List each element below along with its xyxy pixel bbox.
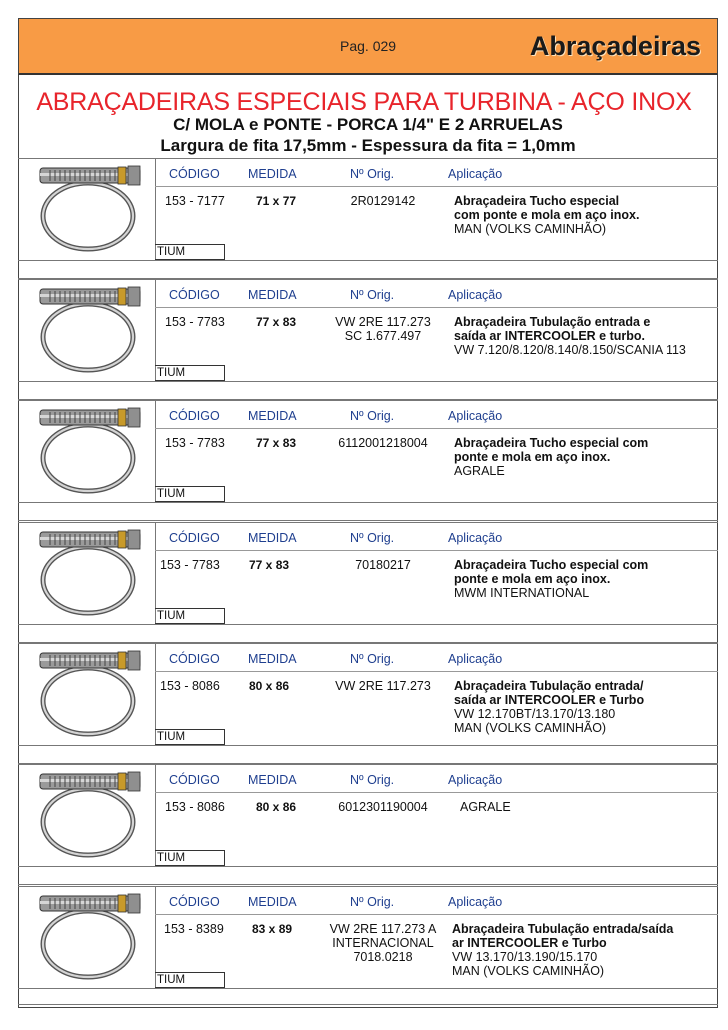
application-line-bold: Abraçadeira Tubulação entrada/ <box>454 679 644 693</box>
application-line-bold: com ponte e mola em aço inox. <box>454 208 640 222</box>
brand-label: TIUM <box>155 365 225 381</box>
application-line: MAN (VOLKS CAMINHÃO) <box>454 222 607 236</box>
original-number-line: INTERNACIONAL <box>332 936 434 950</box>
product-code: 153 - 8389 <box>164 922 224 936</box>
orig-header: Nº Orig. <box>350 409 395 423</box>
turbo-clamp-icon <box>30 528 150 618</box>
product-size: 77 x 83 <box>249 558 290 572</box>
product-size: 80 x 86 <box>249 679 290 693</box>
original-number <box>318 194 448 208</box>
header-divider <box>155 550 718 551</box>
row-divider <box>18 502 718 503</box>
product-code: 153 - 7177 <box>165 194 225 208</box>
original-number <box>318 800 448 814</box>
row-divider <box>18 279 718 280</box>
original-number-line: 6112001218004 <box>338 436 428 450</box>
application-line: AGRALE <box>460 800 511 814</box>
product-size: 80 x 86 <box>256 800 297 814</box>
product-size: 77 x 83 <box>256 315 297 329</box>
turbo-clamp-icon <box>30 892 150 982</box>
application-header: Aplicação <box>448 409 503 423</box>
header-divider <box>155 914 718 915</box>
brand-label: TIUM <box>155 244 225 260</box>
application-header: Aplicação <box>448 531 503 545</box>
product-size: 77 x 83 <box>256 436 297 450</box>
product-row <box>18 279 718 382</box>
brand-label: TIUM <box>155 850 225 866</box>
product-code: 153 - 7783 <box>165 436 225 450</box>
application-line-bold: Abraçadeira Tucho especial com <box>454 558 649 572</box>
row-divider <box>18 400 718 401</box>
turbo-clamp-icon <box>30 285 150 375</box>
orig-header: Nº Orig. <box>350 531 395 545</box>
application-line-bold: Abraçadeira Tucho especial <box>454 194 620 208</box>
row-divider <box>18 158 718 159</box>
application-line-bold: ponte e mola em aço inox. <box>454 572 611 586</box>
application-text <box>454 558 648 600</box>
brand-label: TIUM <box>155 486 225 502</box>
product-code: 153 - 8086 <box>160 679 220 693</box>
application-line-bold: saída ar INTERCOOLER e Turbo <box>454 693 645 707</box>
size-header: MEDIDA <box>248 773 297 787</box>
code-header: CÓDIGO <box>169 895 220 909</box>
size-header: MEDIDA <box>248 652 297 666</box>
product-code: 153 - 7783 <box>160 558 220 572</box>
application-plain <box>454 222 639 236</box>
orig-header: Nº Orig. <box>350 895 395 909</box>
application-line-bold: ar INTERCOOLER e Turbo <box>452 936 607 950</box>
header-divider <box>155 671 718 672</box>
application-bold <box>454 558 648 586</box>
original-number-line: VW 2RE 117.273 A <box>329 922 437 936</box>
row-divider <box>18 520 718 521</box>
product-row <box>18 886 718 989</box>
application-header: Aplicação <box>448 895 503 909</box>
application-plain <box>454 707 644 735</box>
application-bold <box>454 194 639 222</box>
row-divider <box>18 886 718 887</box>
original-number-line: SC 1.677.497 <box>344 329 422 343</box>
size-header: MEDIDA <box>248 409 297 423</box>
turbo-clamp-icon <box>30 164 150 254</box>
subtitle-spec-1: C/ MOLA e PONTE - PORCA 1/4" E 2 ARRUELAS <box>173 115 563 134</box>
subtitle-spec-2: Largura de fita 17,5mm - Espessura da fita = 1,0mm <box>160 136 576 155</box>
orig-header: Nº Orig. <box>350 773 395 787</box>
product-code: 153 - 8086 <box>165 800 225 814</box>
code-header: CÓDIGO <box>169 409 220 423</box>
application-header: Aplicação <box>448 288 503 302</box>
application-bold <box>454 315 686 343</box>
application-text <box>454 679 644 735</box>
row-divider <box>18 884 718 885</box>
orig-header: Nº Orig. <box>350 288 395 302</box>
product-row <box>18 400 718 503</box>
row-divider <box>18 866 718 867</box>
application-bold <box>454 436 648 464</box>
product-row <box>18 158 718 261</box>
row-divider <box>18 260 718 261</box>
row-divider <box>18 988 718 989</box>
header-divider <box>155 428 718 429</box>
main-title: ABRAÇADEIRAS ESPECIAIS PARA TURBINA - AÇO INOX <box>36 88 692 116</box>
catalog-section-title: Abraçadeiras <box>529 31 701 61</box>
orig-header: Nº Orig. <box>350 652 395 666</box>
header-divider <box>155 186 718 187</box>
original-number <box>318 558 448 572</box>
brand-label: TIUM <box>155 972 225 988</box>
original-number-line: VW 2RE 117.273 <box>335 679 431 693</box>
turbo-clamp-icon <box>30 770 150 860</box>
product-row <box>18 643 718 746</box>
application-plain <box>460 800 511 814</box>
code-header: CÓDIGO <box>169 531 220 545</box>
header-divider <box>155 792 718 793</box>
code-header: CÓDIGO <box>169 288 220 302</box>
original-number <box>318 315 448 343</box>
page-header <box>18 18 718 75</box>
application-plain <box>452 950 673 978</box>
row-divider <box>18 522 718 523</box>
page-number: Pag. 029 <box>340 38 397 54</box>
brand-label: TIUM <box>155 608 225 624</box>
original-number-line: 70180217 <box>355 558 411 572</box>
product-row <box>18 764 718 867</box>
application-line-bold: Abraçadeira Tubulação entrada e <box>454 315 651 329</box>
original-number-line: 6012301190004 <box>338 800 428 814</box>
application-header: Aplicação <box>448 167 503 181</box>
application-line: VW 13.170/13.190/15.170 <box>452 950 598 964</box>
original-number <box>318 679 448 693</box>
application-text <box>460 800 511 814</box>
original-number-line: VW 2RE 117.273 <box>335 315 431 329</box>
size-header: MEDIDA <box>248 288 297 302</box>
application-header: Aplicação <box>448 773 503 787</box>
original-number <box>318 436 448 450</box>
application-line: MAN (VOLKS CAMINHÃO) <box>452 964 605 978</box>
row-divider <box>18 624 718 625</box>
application-text <box>454 315 686 357</box>
application-line-bold: ponte e mola em aço inox. <box>454 450 611 464</box>
application-bold <box>452 922 673 950</box>
application-line: VW 7.120/8.120/8.140/8.150/SCANIA 113 <box>454 343 686 357</box>
orig-header: Nº Orig. <box>350 167 395 181</box>
application-header: Aplicação <box>448 652 503 666</box>
row-divider <box>18 381 718 382</box>
application-text <box>454 436 648 478</box>
application-plain <box>454 464 648 478</box>
row-divider <box>18 745 718 746</box>
application-text <box>454 194 639 236</box>
brand-label: TIUM <box>155 729 225 745</box>
application-line-bold: Abraçadeira Tubulação entrada/saída <box>452 922 674 936</box>
code-header: CÓDIGO <box>169 167 220 181</box>
product-row <box>18 522 718 625</box>
size-header: MEDIDA <box>248 895 297 909</box>
application-line-bold: saída ar INTERCOOLER e turbo. <box>454 329 646 343</box>
turbo-clamp-icon <box>30 649 150 739</box>
header-divider <box>155 307 718 308</box>
row-divider <box>18 1004 718 1005</box>
application-bold <box>454 679 644 707</box>
product-size: 71 x 77 <box>256 194 297 208</box>
original-number-line: 7018.0218 <box>353 950 413 964</box>
application-line: VW 12.170BT/13.170/13.180 <box>454 707 616 721</box>
size-header: MEDIDA <box>248 531 297 545</box>
code-header: CÓDIGO <box>169 773 220 787</box>
row-divider <box>18 764 718 765</box>
application-plain <box>454 343 686 357</box>
product-code: 153 - 7783 <box>165 315 225 329</box>
application-plain <box>454 586 648 600</box>
product-size: 83 x 89 <box>252 922 293 936</box>
turbo-clamp-icon <box>30 406 150 496</box>
code-header: CÓDIGO <box>169 652 220 666</box>
application-line: AGRALE <box>454 464 505 478</box>
application-line: MAN (VOLKS CAMINHÃO) <box>454 721 607 735</box>
application-text <box>452 922 673 978</box>
application-line: MWM INTERNATIONAL <box>454 586 590 600</box>
original-number-line: 2R0129142 <box>350 194 416 208</box>
application-line-bold: Abraçadeira Tucho especial com <box>454 436 649 450</box>
size-header: MEDIDA <box>248 167 297 181</box>
row-divider <box>18 643 718 644</box>
original-number <box>318 922 448 964</box>
